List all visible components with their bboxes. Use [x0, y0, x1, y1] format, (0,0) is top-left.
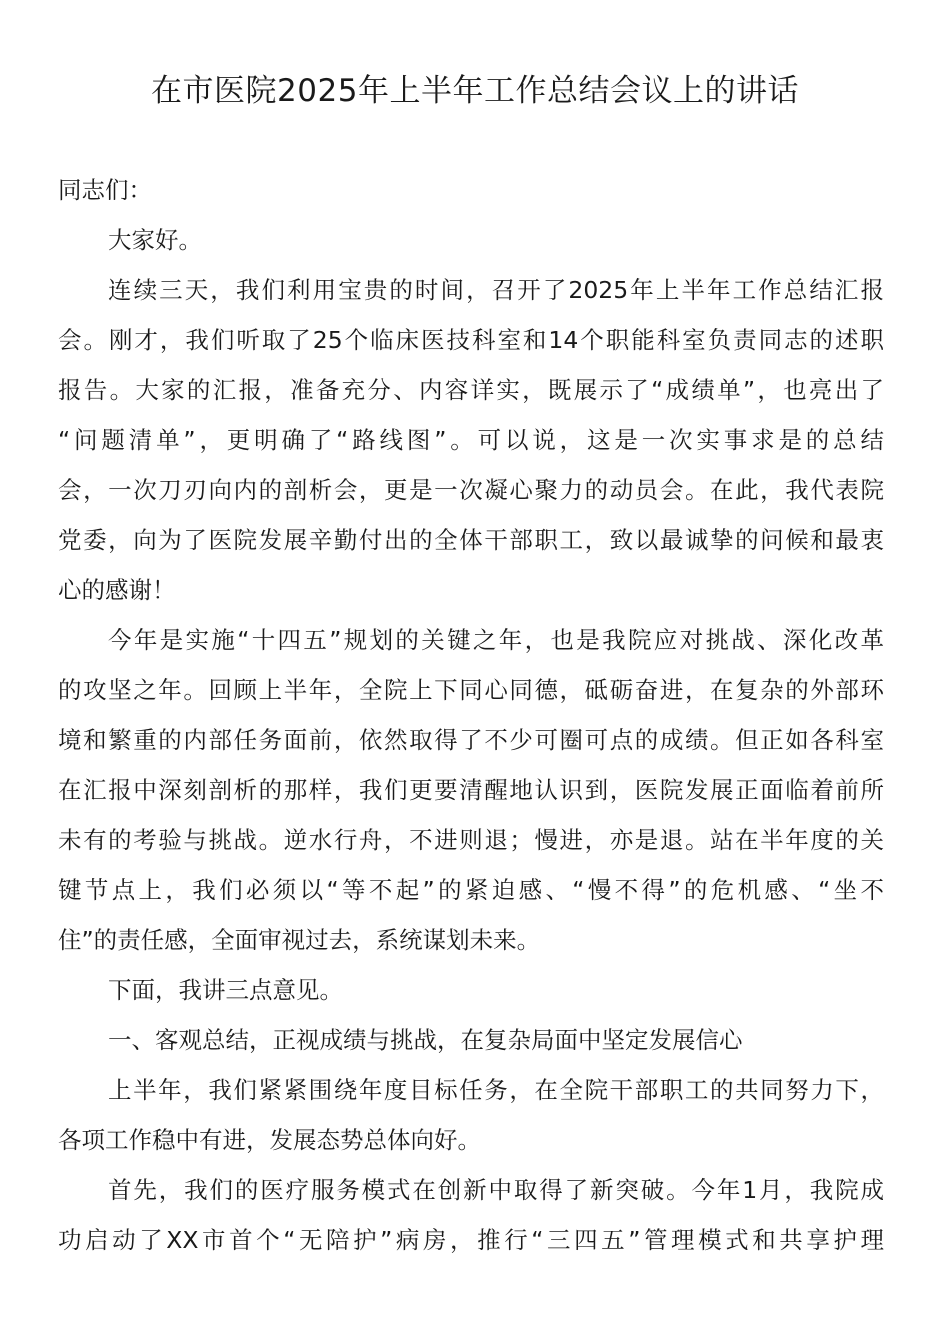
paragraph-line: 住”的责任感，全面审视过去，系统谋划未来。 [58, 926, 541, 954]
paragraph-line: 在汇报中深刻剖析的那样，我们更要清醒地认识到，医院发展正面临着前所 [58, 776, 884, 804]
paragraph-line: 大家好。 [108, 226, 202, 254]
paragraph-line: 首先，我们的医疗服务模式在创新中取得了新突破。今年1月，我院成 [108, 1176, 884, 1204]
paragraph-line: 的攻坚之年。回顾上半年，全院上下同心同德，砥砺奋进，在复杂的外部环 [58, 676, 884, 704]
document-body [58, 165, 884, 1265]
paragraph-line: 心的感谢！ [58, 576, 176, 604]
paragraph-line: 党委，向为了医院发展辛勤付出的全体干部职工，致以最诚挚的问候和最衷 [58, 526, 884, 554]
paragraph-line: 各项工作稳中有进，发展态势总体向好。 [58, 1126, 481, 1154]
paragraph-line: “问题清单”，更明确了“路线图”。可以说，这是一次实事求是的总结 [58, 426, 884, 454]
paragraph-line: 今年是实施“十四五”规划的关键之年，也是我院应对挑战、深化改革 [108, 626, 884, 654]
paragraph-line: 未有的考验与挑战。逆水行舟，不进则退；慢进，亦是退。站在半年度的关 [58, 826, 884, 854]
paragraph-line: 会，一次刀刃向内的剖析会，更是一次凝心聚力的动员会。在此，我代表院 [58, 476, 884, 504]
section-heading: 一、客观总结，正视成绩与挑战，在复杂局面中坚定发展信心 [108, 1026, 743, 1054]
paragraph-line: 同志们： [58, 176, 152, 204]
paragraph-line: 连续三天，我们利用宝贵的时间，召开了2025年上半年工作总结汇报 [108, 276, 884, 304]
paragraph-line: 下面，我讲三点意见。 [108, 976, 343, 1004]
paragraph-line: 境和繁重的内部任务面前，依然取得了不少可圈可点的成绩。但正如各科室 [58, 726, 884, 754]
paragraph-line: 报告。大家的汇报，准备充分、内容详实，既展示了“成绩单”，也亮出了 [58, 376, 884, 404]
paragraph-line: 键节点上，我们必须以“等不起”的紧迫感、“慢不得”的危机感、“坐不 [58, 876, 884, 904]
paragraph-line: 上半年，我们紧紧围绕年度目标任务，在全院干部职工的共同努力下， [108, 1076, 884, 1104]
document-title: 在市医院2025年上半年工作总结会议上的讲话 [151, 73, 799, 109]
paragraph-line: 功启动了XX市首个“无陪护”病房，推行“三四五”管理模式和共享护理 [58, 1226, 884, 1254]
paragraph-line: 会。刚才，我们听取了25个临床医技科室和14个职能科室负责同志的述职 [58, 326, 884, 354]
